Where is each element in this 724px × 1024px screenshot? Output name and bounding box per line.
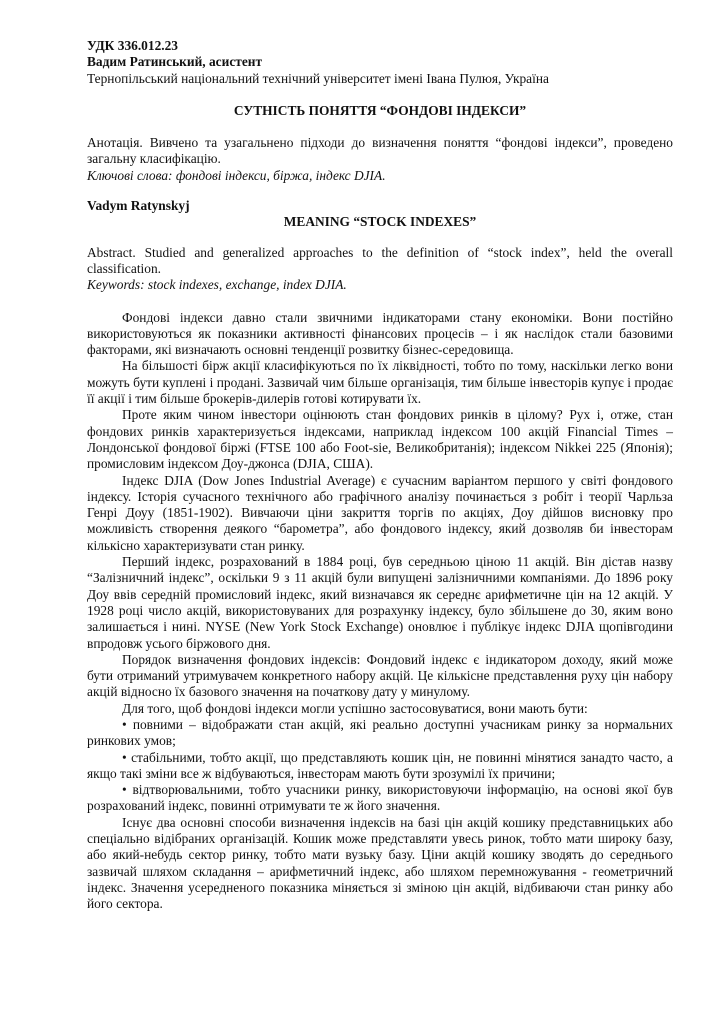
paragraph-2: На більшості бірж акції класифікуються по їх ліквідності, тобто по тому, наскільки легко вони можуть бути куплені і продані. Зазвичай чим більше організація, тим більше інвесторів купує і продає її акції і тим більше брокерів-дилерів готові котирувати їх. xyxy=(87,358,673,407)
page xyxy=(87,38,673,913)
title-en: MEANING “STOCK INDEXES” xyxy=(283,214,477,230)
paragraph-7: Для того, щоб фондові індекси могли успішно застосовуватися, вони мають бути: xyxy=(122,700,588,716)
bullet-text: повними – відображати стан акцій, які реально доступні учасникам ринку за нормальних ринкових умов; xyxy=(87,716,673,749)
bullet-icon: • xyxy=(122,749,127,765)
bullet-icon: • xyxy=(122,716,127,732)
abstract-en: Abstract. Studied and generalized approaches to the definition of “stock index”, held the overall classification. xyxy=(87,244,673,276)
title-ua: СУТНІСТЬ ПОНЯТТЯ “ФОНДОВІ ІНДЕКСИ” xyxy=(233,102,527,118)
paragraph-1: Фондові індекси давно стали звичними індикаторами стану економіки. Вони постійно використовуються як показники активності фінансових процесів – і як наслідок стали базовими факторами, які визначають основні тенденції розвитку бізнес-середовища. xyxy=(87,309,673,358)
keywords-ua: Ключові слова: фондові індекси, біржа, індекс DJIA. xyxy=(87,167,386,183)
keywords-en: Keywords: stock indexes, exchange, index DJIA. xyxy=(87,277,347,293)
udk-code: УДК 336.012.23 xyxy=(87,38,179,53)
paragraph-6: Порядок визначення фондових індексів: Фондовий індекс є індикатором доходу, який може бути отриманий утримувачем конкретного набору акцій. Це кількісне представлення руху цін набору акцій відносно їх базового значення на початкову дату у минулому. xyxy=(87,651,673,700)
bullet-item-complete xyxy=(87,717,673,750)
paragraph-8: Існує два основні способи визначення індексів на базі цін акцій кошику представницьких або спеціально відібраних організацій. Кошик може представляти увесь ринок, тобто мати широку базу, або який-небудь сектор ринку, тобто мати вузьку базу. Ціни акцій кошику зводять до середнього зазвичай шляхом складання – арифметичний індекс, або шляхом перемножування - геометричний індекс. Значення усередненого показника міняється зі зміною цін акцій, відбиваючи стан ринку або його сектора. xyxy=(87,814,673,912)
author-en: Vadym Ratynskyj xyxy=(87,198,190,214)
paragraph-5: Перший індекс, розрахований в 1884 році, був середньою ціною 11 акцій. Він дістав назву “Залізничний індекс”, оскільки 9 з 11 акцій були випущені залізничними компаніями. До 1896 року Доу ввів середній промисловий індекс, який визначався як середнє арифметичне цін на 12 акцій. У 1928 році число акцій, використовуваних для розрахунку індексу, було збільшене до 30, яким воно залишається і нині. NYSE (New York Stock Exchange) оновлює і публікує індекс DJIA щопівгодини впродовж усього біржового дня. xyxy=(87,554,673,651)
bullet-text: відтворювальними, тобто учасники ринку, використовуючи інформацію, на основі якої був розрахований індекс, повинні отримувати те ж його значення. xyxy=(87,782,673,814)
author-ua: Вадим Ратинський, асистент xyxy=(87,54,263,70)
paragraph-4: Індекс DJIA (Dow Jones Industrial Average) є сучасним варіантом першого у світі фондового індексу. Історія сучасного технічного або графічного аналізу починається з робіт і теорії Чарльза Генрі Доуу (1851-1902). Вивчаючи ціни закриття торгів по акціях, Доу дійшов висновку про можливість створення деякого “барометра”, або фондового індексу, який дозволяв би інвесторам кількісно характеризувати стан ринку. xyxy=(87,472,673,553)
bullet-item-reproducible xyxy=(87,782,673,815)
bullet-item-stable xyxy=(87,750,673,783)
abstract-ua: Анотація. Вивчено та узагальнено підходи до визначення поняття “фондові індекси”, проведено загальну класифікацію. xyxy=(87,135,673,167)
body-text xyxy=(87,310,673,913)
bullet-text: стабільними, тобто акції, що представляють кошик цін, не повинні мінятися занадто часто, а якщо такі зміни все ж відбуваються, інвесторам мають бути зрозумілі їх причини; xyxy=(87,749,673,781)
affiliation: Тернопільський національний технічний університет імені Івана Пулюя, Україна xyxy=(87,70,549,86)
paragraph-3: Проте яким чином інвестори оцінюють стан фондових ринків в цілому? Рух і, отже, стан фондових ринків характеризується індексами, наприклад індексом 100 акцій Financial Times – Лондонської фондової біржі (FTSE 100 або Foot-sie, Великобританія); індексом Nikkei 225 (Японія); промисловим індексом Доу-джонса (DJIA, США). xyxy=(87,407,673,472)
bullet-icon: • xyxy=(122,782,127,798)
